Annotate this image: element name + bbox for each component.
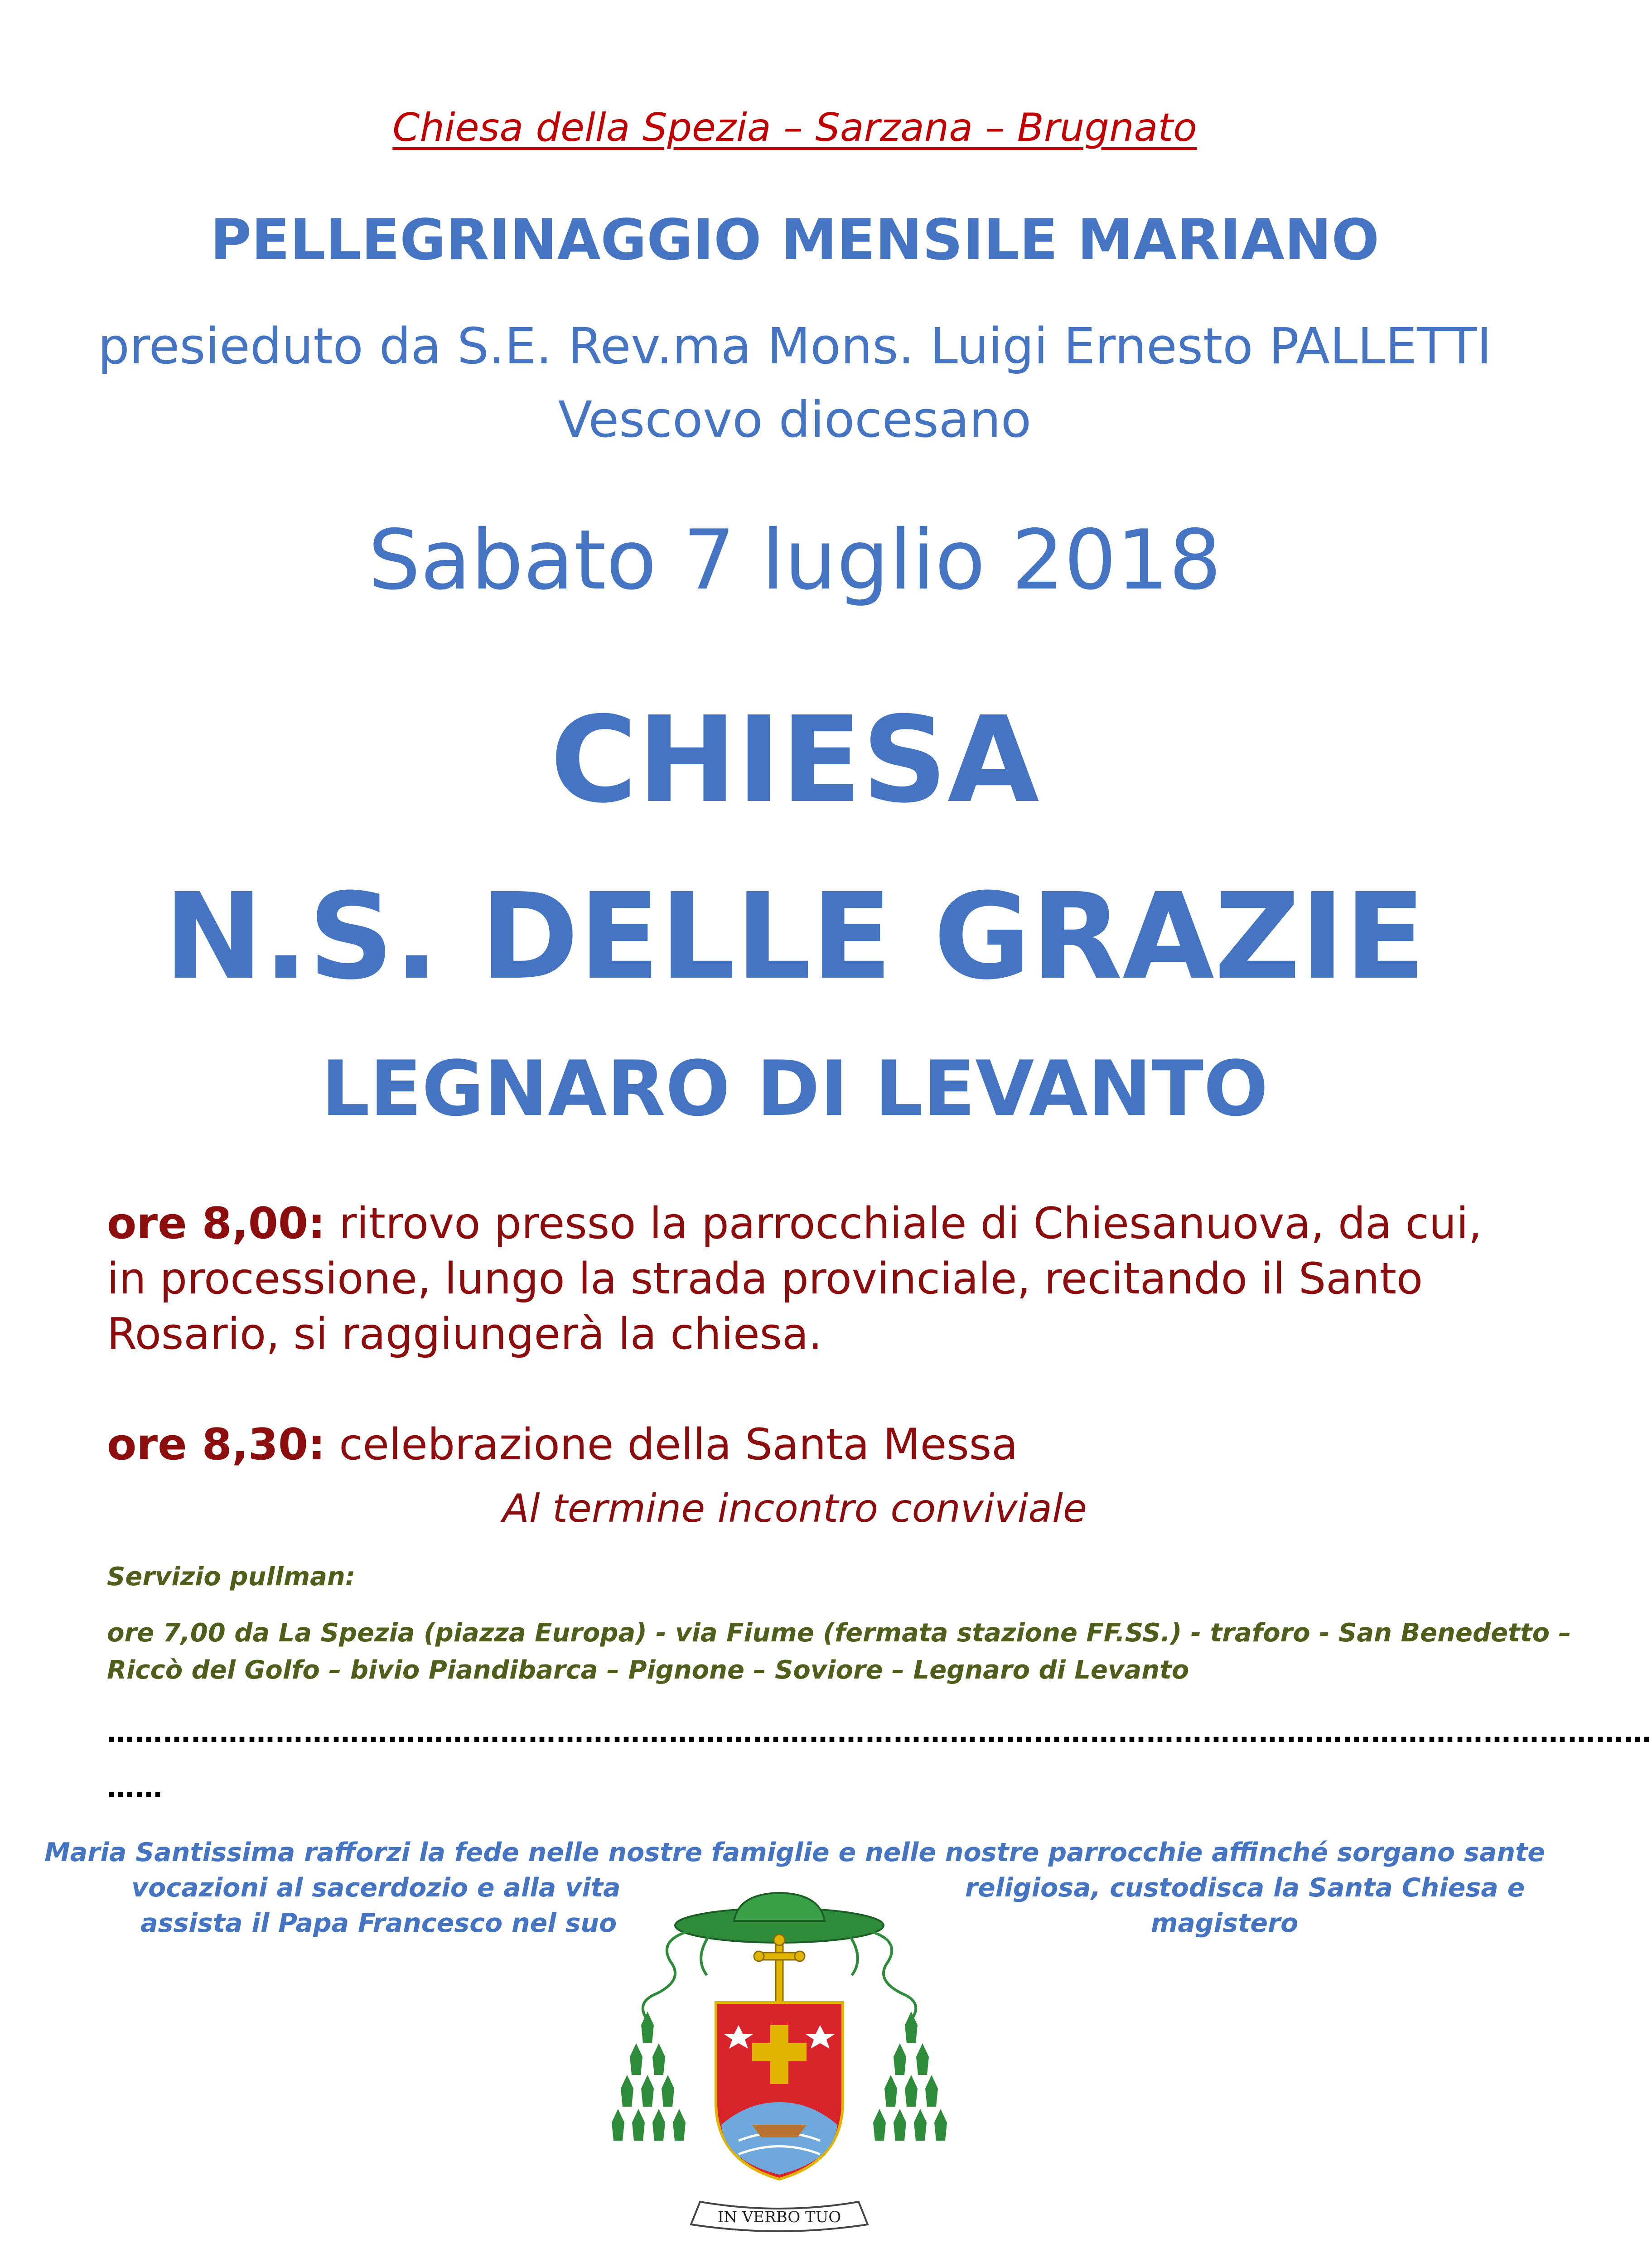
- tassels-left-icon: [612, 2012, 686, 2141]
- program-time: ore 8,00:: [107, 1199, 326, 1249]
- bus-route-line: ore 7,00 da La Spezia (piazza Europa) - via Fiume (fermata stazione FF.SS.) - traforo - San Benedetto –: [107, 1618, 1571, 1648]
- event-title: PELLEGRINAGGIO MENSILE MARIANO: [210, 207, 1380, 273]
- prayer-line: magistero: [1151, 1908, 1299, 1938]
- bishop-role: Vescovo diocesano: [558, 391, 1032, 449]
- church-location: LEGNARO DI LEVANTO: [321, 1044, 1268, 1133]
- tassels-right-icon: [873, 2012, 947, 2141]
- program-time: ore 8,30:: [107, 1420, 326, 1470]
- presided-by: presieduto da S.E. Rev.ma Mons. Luigi Ernesto PALLETTI: [98, 317, 1492, 375]
- closing-note: Al termine incontro conviviale: [502, 1486, 1087, 1531]
- program-text: celebrazione della Santa Messa: [325, 1420, 1018, 1470]
- program-item: [107, 1196, 1512, 1362]
- prayer-line: religiosa, custodisca la Santa Chiesa e: [965, 1873, 1525, 1903]
- program-text: ritrovo presso la parrocchiale di Chiesanuova, da cui, in processione, lungo la strada provinciale, recitando il Santo Rosario, si raggiungerà la chiesa.: [107, 1199, 1482, 1359]
- bus-route-line: Riccò del Golfo – bivio Piandibarca – Pignone – Soviore – Legnaro di Levanto: [107, 1655, 1189, 1685]
- motto-text: IN VERBO TUO: [717, 2208, 841, 2226]
- prayer-line: vocazioni al sacerdozio e alla vita: [131, 1873, 621, 1903]
- prayer-line: Maria Santissima rafforzi la fede nelle nostre famiglie e nelle nostre parrocchie affinché sorgano sante: [44, 1838, 1545, 1867]
- church-name: N.S. DELLE GRAZIE: [164, 868, 1426, 1006]
- program-item: [107, 1417, 1512, 1472]
- dotted-separator: …………………………………………………………………………………………………………………………………………………: [107, 1717, 1652, 1749]
- event-date: Sabato 7 luglio 2018: [368, 512, 1222, 608]
- dotted-separator: ……: [107, 1772, 163, 1804]
- motto-scroll: [691, 2202, 868, 2231]
- prayer-line: assista il Papa Francesco nel suo: [140, 1908, 617, 1938]
- shield-icon: [716, 2002, 843, 2179]
- church-label: CHIESA: [550, 691, 1039, 829]
- bus-service-title: Servizio pullman:: [107, 1562, 356, 1592]
- bishop-coat-of-arms: [603, 1889, 956, 2243]
- diocese-title: Chiesa della Spezia – Sarzana – Brugnato: [392, 105, 1197, 150]
